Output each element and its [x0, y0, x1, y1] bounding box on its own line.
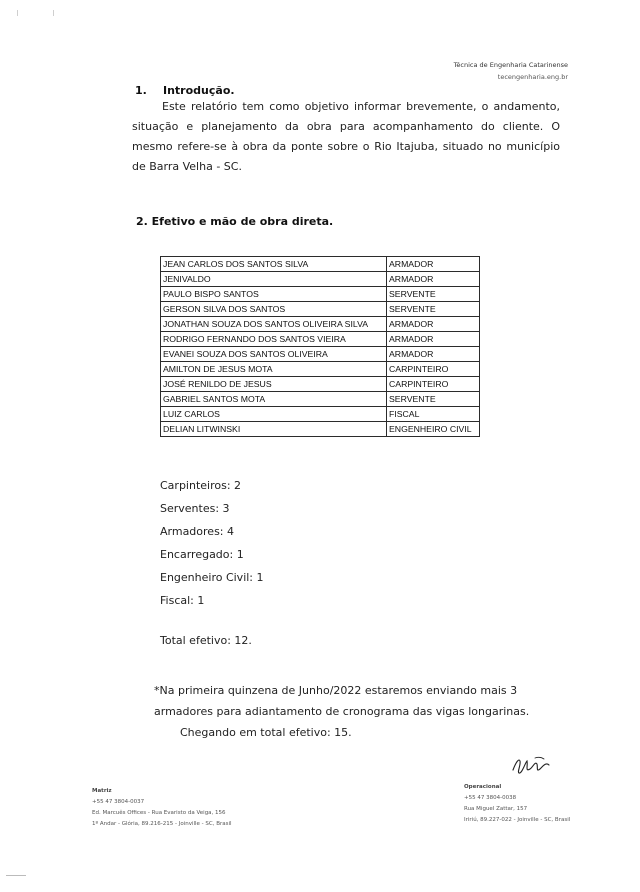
table-row: [161, 332, 480, 347]
company-site: tecengenharia.eng.br: [497, 73, 568, 81]
table-row: [161, 347, 480, 362]
footer-left-phone: +55 47 3804-0037: [92, 799, 145, 805]
footer-left-line1: Ed. Marcuês Offices - Rua Evaristo da Veiga, 156: [92, 810, 226, 816]
count-serventes: Serventes: 3: [160, 502, 230, 515]
table-row: [161, 422, 480, 437]
staff-name-cell: JENIVALDO: [161, 272, 387, 287]
staff-name-cell: GERSON SILVA DOS SANTOS: [161, 302, 387, 317]
table-row: [161, 302, 480, 317]
staff-table-body: [161, 257, 480, 437]
footer-left-label: Matriz: [92, 788, 112, 794]
table-row: [161, 272, 480, 287]
note-line-3: Chegando em total efetivo: 15.: [180, 726, 352, 739]
note: [154, 680, 529, 743]
staff-role-cell: FISCAL: [387, 407, 480, 422]
staff-name-cell: JEAN CARLOS DOS SANTOS SILVA: [161, 257, 387, 272]
staff-role-cell: ARMADOR: [387, 317, 480, 332]
footer-operacional: [464, 782, 570, 826]
section1-title: Introdução.: [163, 84, 235, 97]
count-engenheiro: Engenheiro Civil: 1: [160, 571, 264, 584]
note-line-2: armadores para adiantamento de cronograma das vigas longarinas.: [154, 705, 530, 718]
staff-name-cell: JOSÉ RENILDO DE JESUS: [161, 377, 387, 392]
staff-name-cell: EVANEI SOUZA DOS SANTOS OLIVEIRA: [161, 347, 387, 362]
staff-name-cell: RODRIGO FERNANDO DOS SANTOS VIEIRA: [161, 332, 387, 347]
table-row: [161, 317, 480, 332]
footer-matriz: [92, 786, 232, 830]
table-row: [161, 392, 480, 407]
section2-title: 2. Efetivo e mão de obra direta.: [136, 215, 334, 228]
staff-role-cell: ARMADOR: [387, 347, 480, 362]
intro-text: Este relatório tem como objetivo informar brevemente, o andamento, situação e planejamento da obra para acompanhamento do cliente. O mesmo refere-se à obra da ponte sobre o Rio Itajuba, situado no município de Barra Velha - SC.: [132, 100, 560, 173]
staff-name-cell: DELIAN LITWINSKI: [161, 422, 387, 437]
footer-right-line1: Rua Miguel Zattar, 157: [464, 806, 528, 812]
footer-right-line2: Iririú, 89.227-022 - Joinville - SC, Brasil: [464, 817, 571, 823]
staff-role-cell: ARMADOR: [387, 332, 480, 347]
count-encarregado: Encarregado: 1: [160, 548, 244, 561]
staff-name-cell: LUIZ CARLOS: [161, 407, 387, 422]
footer-right-label: Operacional: [464, 784, 502, 790]
role-counts: [160, 474, 264, 612]
table-row: [161, 362, 480, 377]
staff-name-cell: GABRIEL SANTOS MOTA: [161, 392, 387, 407]
table-row: [161, 287, 480, 302]
table-row: [161, 257, 480, 272]
count-fiscal: Fiscal: 1: [160, 594, 205, 607]
intro-paragraph: [132, 97, 560, 177]
staff-role-cell: CARPINTEIRO: [387, 362, 480, 377]
staff-table: [160, 256, 480, 437]
count-armadores: Armadores: 4: [160, 525, 235, 538]
section1-number: 1.: [135, 84, 147, 97]
scan-mark: [17, 10, 18, 16]
scan-mark: [53, 10, 54, 16]
staff-role-cell: SERVENTE: [387, 287, 480, 302]
signature: [510, 752, 552, 778]
company-header: [454, 59, 568, 83]
note-line-1: *Na primeira quinzena de Junho/2022 estaremos enviando mais 3: [154, 684, 518, 697]
total-staff: Total efetivo: 12.: [160, 634, 252, 647]
staff-name-cell: JONATHAN SOUZA DOS SANTOS OLIVEIRA SILVA: [161, 317, 387, 332]
staff-role-cell: ENGENHEIRO CIVIL: [387, 422, 480, 437]
staff-role-cell: SERVENTE: [387, 392, 480, 407]
staff-role-cell: ARMADOR: [387, 257, 480, 272]
staff-role-cell: CARPINTEIRO: [387, 377, 480, 392]
table-row: [161, 407, 480, 422]
footer-left-line2: 1º Andar - Glória, 89.216-215 - Joinville - SC, Brasil: [92, 821, 232, 827]
table-row: [161, 377, 480, 392]
company-name: Técnica de Engenharia Catarinense: [453, 61, 568, 69]
scan-mark: [6, 875, 26, 876]
count-carpinteiros: Carpinteiros: 2: [160, 479, 242, 492]
staff-name-cell: AMILTON DE JESUS MOTA: [161, 362, 387, 377]
staff-role-cell: SERVENTE: [387, 302, 480, 317]
staff-role-cell: ARMADOR: [387, 272, 480, 287]
staff-name-cell: PAULO BISPO SANTOS: [161, 287, 387, 302]
footer-right-phone: +55 47 3804-0038: [464, 795, 517, 801]
